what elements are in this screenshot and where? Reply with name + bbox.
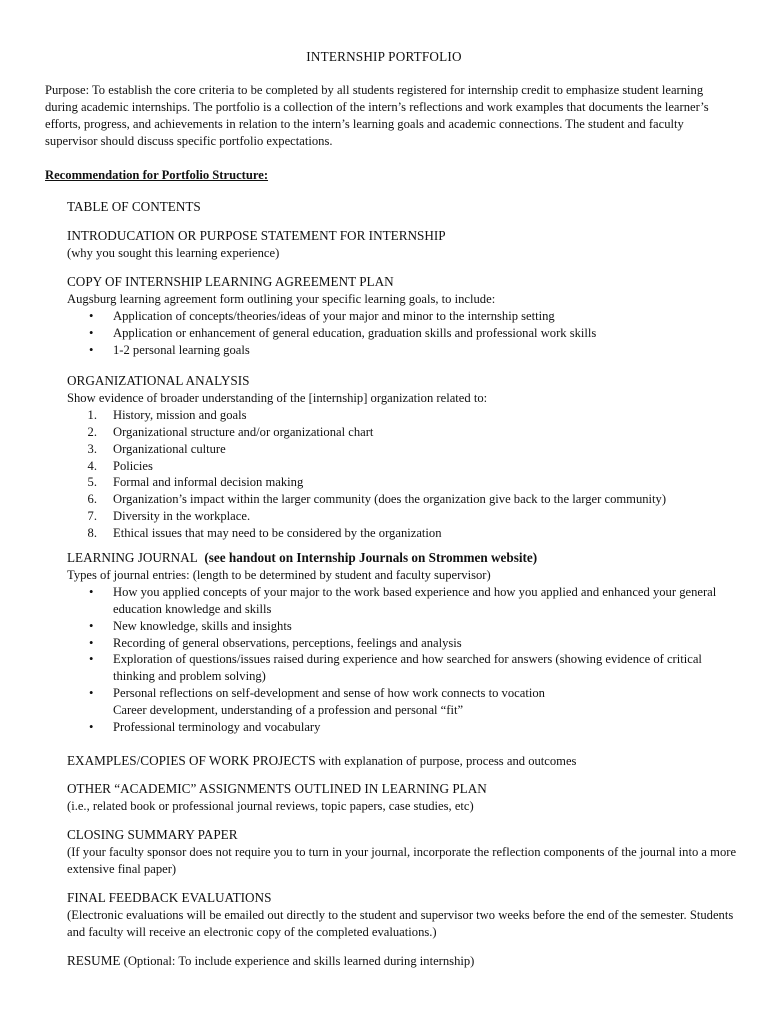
org-section: [67, 373, 737, 542]
list-item: • Application or enhancement of general education, graduation skills and professional work skills: [67, 325, 737, 342]
org-list: [67, 407, 737, 542]
closing-heading: CLOSING SUMMARY PAPER: [67, 827, 238, 842]
agreement-section: [67, 274, 737, 359]
list-number: 8.: [87, 526, 97, 541]
list-number: 3.: [87, 441, 97, 456]
examples-section: [67, 753, 737, 770]
list-item: [67, 441, 737, 458]
list-item: • New knowledge, skills and insights: [67, 618, 737, 635]
list-text: Diversity in the workplace.: [113, 509, 251, 524]
list-number: 6.: [87, 492, 97, 507]
journal-list: [67, 584, 737, 702]
feedback-subtext: (Electronic evaluations will be emailed out directly to the student and supervisor two weeks before the end of the semester. Students and faculty will receive an electronic copy of the completed evaluations.): [67, 907, 734, 939]
journal-heading: LEARNING JOURNAL: [67, 550, 198, 565]
purpose-paragraph: Purpose: To establish the core criteria to be completed by all students registered for internship credit to emphasize student learning during academic internships. The portfolio is a collection of the intern’s reflections and work examples that documents the learner’s efforts, progress, and achievements in relation to the intern’s learning goals and academic connections. The student and faculty supervisor should discuss specific portfolio expectations.: [45, 83, 709, 148]
agreement-subtext: Augsburg learning agreement form outlining your specific learning goals, to include:: [67, 291, 496, 306]
feedback-section: [67, 890, 737, 941]
journal-heading-note: (see handout on Internship Journals on Strommen website): [204, 550, 538, 565]
list-text: Organizational culture: [113, 441, 226, 456]
org-subtext: Show evidence of broader understanding of the [internship] organization related to:: [67, 390, 488, 405]
examples-heading: EXAMPLES/COPIES OF WORK PROJECTS: [67, 753, 316, 768]
list-item: • 1-2 personal learning goals: [67, 342, 737, 359]
list-item: • Recording of general observations, perceptions, feelings and analysis: [67, 635, 737, 652]
other-subtext: (i.e., related book or professional journal reviews, topic papers, case studies, etc): [67, 798, 474, 813]
other-heading: OTHER “ACADEMIC” ASSIGNMENTS OUTLINED IN LEARNING PLAN: [67, 781, 487, 796]
list-item: [67, 508, 737, 525]
journal-list-end: [67, 719, 737, 736]
list-number: 1.: [87, 407, 97, 422]
list-item: • Personal reflections on self-development and sense of how work connects to vocation: [67, 685, 737, 702]
page-title: INTERNSHIP PORTFOLIO: [306, 49, 462, 64]
org-heading: ORGANIZATIONAL ANALYSIS: [67, 373, 250, 388]
list-item: • How you applied concepts of your major to the work based experience and how you applied and enhanced your general education knowledge and skills: [67, 584, 737, 618]
other-section: [67, 781, 737, 815]
list-text: Policies: [113, 458, 153, 473]
list-number: 4.: [87, 458, 97, 473]
list-item: • Professional terminology and vocabulary: [67, 719, 737, 736]
list-number: 7.: [87, 509, 97, 524]
resume-tail: (Optional: To include experience and skills learned during internship): [120, 954, 475, 968]
journal-section: [67, 550, 737, 736]
list-text: Formal and informal decision making: [113, 475, 304, 490]
list-item: [67, 525, 737, 542]
list-item: [67, 458, 737, 475]
list-text: Organizational structure and/or organizational chart: [113, 424, 374, 439]
feedback-heading: FINAL FEEDBACK EVALUATIONS: [67, 890, 272, 905]
list-item: • Exploration of questions/issues raised during experience and how searched for answers (showing evidence of critical thinking and problem solving): [67, 651, 737, 685]
resume-section: [67, 953, 737, 970]
toc-heading: TABLE OF CONTENTS: [67, 199, 201, 214]
list-number: 2.: [87, 424, 97, 439]
closing-subtext: (If your faculty sponsor does not require you to turn in your journal, incorporate the reflection components of the journal into a more extensive final paper): [67, 844, 737, 876]
intro-subtext: (why you sought this learning experience): [67, 245, 280, 260]
agreement-heading: COPY OF INTERNSHIP LEARNING AGREEMENT PLAN: [67, 274, 394, 289]
intro-section: [67, 228, 737, 262]
closing-section: [67, 827, 737, 878]
list-item: • Application of concepts/theories/ideas of your major and minor to the internship setting: [67, 308, 737, 325]
resume-heading: RESUME: [67, 953, 121, 968]
intro-heading: INTRODUCATION OR PURPOSE STATEMENT FOR INTERNSHIP: [67, 228, 446, 243]
list-text: Organization’s impact within the larger community (does the organization give back to the larger community): [113, 492, 667, 507]
list-item: [67, 407, 737, 424]
journal-continuation: Career development, understanding of a profession and personal “fit”: [113, 703, 464, 718]
journal-subtext: Types of journal entries: (length to be determined by student and faculty supervisor): [67, 567, 491, 582]
list-item: [67, 474, 737, 491]
list-item: [67, 424, 737, 441]
list-text: Ethical issues that may need to be considered by the organization: [113, 526, 442, 541]
list-number: 5.: [87, 475, 97, 490]
journal-heading-line: [67, 550, 737, 567]
list-item: [67, 491, 737, 508]
agreement-list: [67, 308, 737, 359]
list-text: History, mission and goals: [113, 407, 247, 422]
recommendation-heading: Recommendation for Portfolio Structure:: [45, 168, 269, 182]
examples-tail: with explanation of purpose, process and outcomes: [315, 754, 577, 768]
